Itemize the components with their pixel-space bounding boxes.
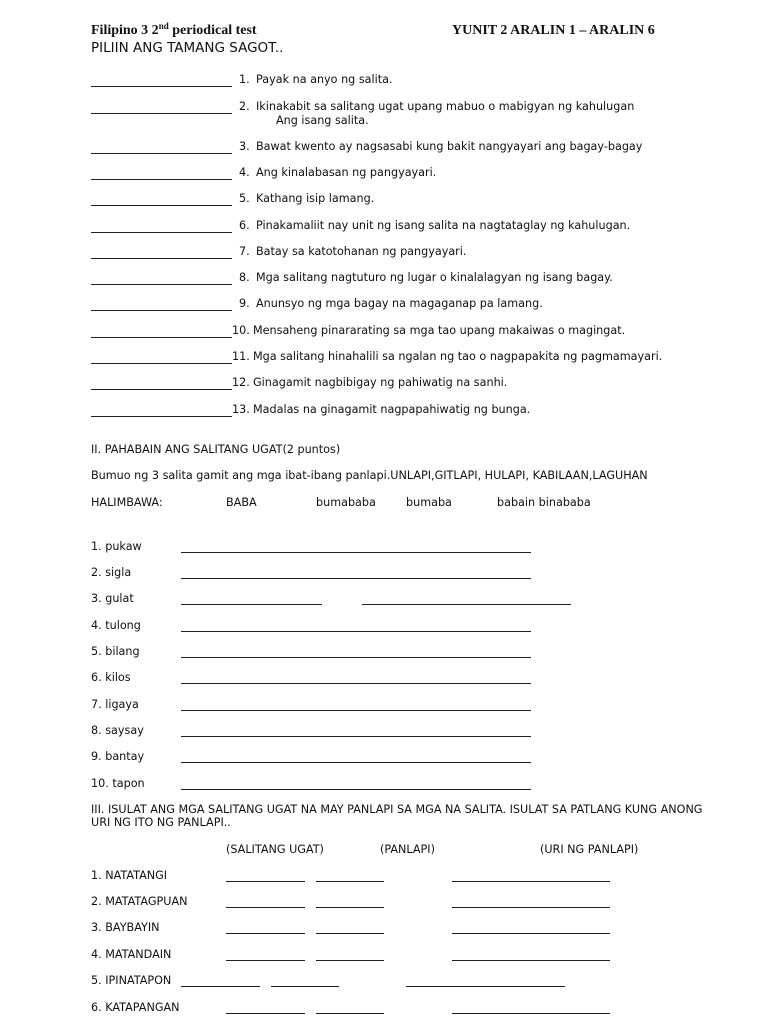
question-text: Ginagamit nagbibigay ng pahiwatig na sanhi. — [253, 376, 508, 389]
answer-blank[interactable] — [91, 284, 232, 285]
answer-blank[interactable] — [91, 337, 232, 338]
affix-type-blank[interactable] — [452, 933, 610, 934]
answer-blank[interactable] — [91, 416, 232, 417]
column-header-panlapi: (PANLAPI) — [380, 843, 435, 856]
affix-type-blank[interactable] — [452, 1013, 610, 1014]
question-number: 13. — [232, 403, 250, 416]
answer-line[interactable] — [181, 631, 531, 632]
question-number: 8. — [239, 271, 250, 284]
root-word-blank[interactable] — [226, 933, 305, 934]
title-text-post: periodical test — [168, 23, 257, 38]
answer-line[interactable] — [181, 657, 531, 658]
affix-blank[interactable] — [316, 960, 384, 961]
root-word-label: 10. tapon — [91, 777, 145, 790]
answer-line[interactable] — [181, 683, 531, 684]
answer-line[interactable] — [181, 789, 531, 790]
answer-blank[interactable] — [91, 153, 232, 154]
question-number: 12. — [232, 376, 250, 389]
affixed-word-label: 5. IPINATAPON — [91, 974, 172, 987]
question-number: 5. — [239, 192, 250, 205]
section2-title: II. PAHABAIN ANG SALITANG UGAT(2 puntos) — [91, 443, 341, 456]
root-word-label: 9. bantay — [91, 750, 145, 763]
affixed-word-label: 6. KATAPANGAN — [91, 1001, 180, 1014]
example-word-2: bumaba — [406, 496, 452, 509]
example-word-3: babain binababa — [497, 496, 591, 509]
affix-blank[interactable] — [316, 907, 384, 908]
affix-blank[interactable] — [316, 881, 384, 882]
answer-blank[interactable] — [91, 232, 232, 233]
affixed-word-label: 1. NATATANGI — [91, 869, 168, 882]
question-number: 4. — [239, 166, 250, 179]
question-text: Bawat kwento ay nagsasabi kung bakit nangyayari ang bagay-bagay — [256, 140, 643, 153]
question-number: 1. — [239, 73, 250, 86]
answer-blank[interactable] — [91, 363, 232, 364]
answer-line[interactable] — [181, 762, 531, 763]
affix-blank[interactable] — [316, 1013, 384, 1014]
question-text: Mga salitang nagtuturo ng lugar o kinalalagyan ng isang bagay. — [256, 271, 613, 284]
root-word-label: 7. ligaya — [91, 698, 139, 711]
root-word-label: 1. pukaw — [91, 540, 142, 553]
root-word-label: 6. kilos — [91, 671, 131, 684]
affix-blank[interactable] — [316, 933, 384, 934]
root-word-label: 5. bilang — [91, 645, 140, 658]
root-word-label: 3. gulat — [91, 592, 134, 605]
root-word-blank[interactable] — [226, 960, 305, 961]
question-text: Batay sa katotohanan ng pangyayari. — [256, 245, 467, 258]
answer-blank[interactable] — [91, 258, 232, 259]
affixed-word-label: 2. MATATAGPUAN — [91, 895, 188, 908]
root-word-blank[interactable] — [226, 1013, 305, 1014]
unit-label: YUNIT 2 ARALIN 1 – ARALIN 6 — [452, 23, 655, 38]
root-word-blank[interactable] — [226, 907, 305, 908]
column-header-salitang-ugat: (SALITANG UGAT) — [226, 843, 324, 856]
question-number: 10. — [232, 324, 250, 337]
question-text: Mensaheng pinararating sa mga tao upang makaiwas o magingat. — [253, 324, 626, 337]
question-number: 6. — [239, 219, 250, 232]
root-word-label: 8. saysay — [91, 724, 144, 737]
question-text-continued: Ang isang salita. — [276, 114, 369, 127]
question-number: 3. — [239, 140, 250, 153]
answer-line[interactable] — [362, 604, 571, 605]
question-text: Kathang isip lamang. — [256, 192, 375, 205]
answer-line[interactable] — [181, 552, 531, 553]
answer-blank[interactable] — [91, 205, 232, 206]
answer-blank[interactable] — [91, 86, 232, 87]
answer-line[interactable] — [181, 604, 322, 605]
answer-blank[interactable] — [91, 310, 232, 311]
root-word-blank[interactable] — [226, 881, 305, 882]
section3-title-line1: III. ISULAT ANG MGA SALITANG UGAT NA MAY PANLAPI SA MGA NA SALITA. ISULAT SA PATLANG KUNG ANONG — [91, 803, 703, 816]
example-root: BABA — [226, 496, 257, 509]
question-text: Anunsyo ng mga bagay na magaganap pa lamang. — [256, 297, 543, 310]
question-text: Ang kinalabasan ng pangyayari. — [256, 166, 437, 179]
affixed-word-label: 4. MATANDAIN — [91, 948, 172, 961]
section2-instruction: Bumuo ng 3 salita gamit ang mga ibat-ibang panlapi.UNLAPI,GITLAPI, HULAPI, KABILAAN,LAGUHAN — [91, 469, 648, 482]
answer-blank[interactable] — [91, 113, 232, 114]
test-title — [91, 23, 257, 39]
affix-type-blank[interactable] — [452, 960, 610, 961]
question-text: Madalas na ginagamit nagpapahiwatig ng bunga. — [253, 403, 531, 416]
root-word-label: 4. tulong — [91, 619, 141, 632]
root-word-blank[interactable] — [181, 986, 260, 987]
answer-blank[interactable] — [91, 389, 232, 390]
question-number: 2. — [239, 100, 250, 113]
example-word-1: bumababa — [316, 496, 376, 509]
instruction-heading: PILIIN ANG TAMANG SAGOT.. — [91, 40, 284, 56]
affixed-word-label: 3. BAYBAYIN — [91, 921, 160, 934]
title-text: Filipino 3 2 — [91, 23, 159, 38]
question-number: 7. — [239, 245, 250, 258]
affix-type-blank[interactable] — [452, 881, 610, 882]
root-word-label: 2. sigla — [91, 566, 132, 579]
example-label: HALIMBAWA: — [91, 496, 163, 509]
answer-blank[interactable] — [91, 179, 232, 180]
affix-type-blank[interactable] — [452, 907, 610, 908]
answer-line[interactable] — [181, 578, 531, 579]
question-number: 11. — [232, 350, 250, 363]
column-header-uri: (URI NG PANLAPI) — [540, 843, 639, 856]
question-text: Ikinakabit sa salitang ugat upang mabuo o mabigyan ng kahulugan — [256, 100, 635, 113]
answer-line[interactable] — [181, 710, 531, 711]
question-text: Pinakamaliit nay unit ng isang salita na nagtataglay ng kahulugan. — [256, 219, 631, 232]
question-text: Mga salitang hinahalili sa ngalan ng tao o nagpapakita ng pagmamayari. — [253, 350, 663, 363]
question-number: 9. — [239, 297, 250, 310]
affix-blank[interactable] — [271, 986, 339, 987]
answer-line[interactable] — [181, 736, 531, 737]
affix-type-blank[interactable] — [406, 986, 565, 987]
section3-title-line2: URI NG ITO NG PANLAPI.. — [91, 816, 231, 829]
question-text: Payak na anyo ng salita. — [256, 73, 393, 86]
title-superscript: nd — [158, 21, 169, 31]
